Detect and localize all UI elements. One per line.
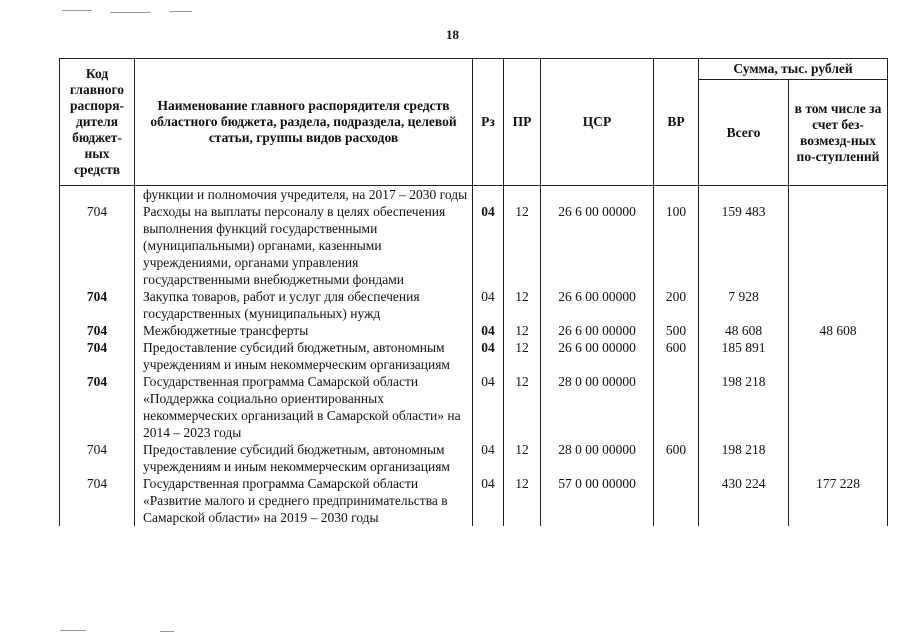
cell-rz: 04 <box>473 339 504 373</box>
table-row <box>60 441 888 475</box>
scan-artifact <box>62 10 92 11</box>
cell-total: 48 608 <box>699 322 789 339</box>
cell-name: Предоставление субсидий бюджетным, автономным учреждениям и иным некоммерческим организациям <box>135 441 473 475</box>
header-csr: ЦСР <box>541 59 654 186</box>
cell-vr: 100 <box>654 203 699 288</box>
cell-grant <box>789 203 888 288</box>
cell-csr: 26 6 00 00000 <box>541 322 654 339</box>
cell-rz: 04 <box>473 475 504 526</box>
cell-pr: 12 <box>504 322 541 339</box>
cell-total: 198 218 <box>699 373 789 441</box>
cell-csr: 26 6 00 00000 <box>541 203 654 288</box>
cell-rz <box>473 186 504 204</box>
table-row <box>60 288 888 322</box>
cell-vr: 600 <box>654 441 699 475</box>
cell-vr: 500 <box>654 322 699 339</box>
cell-grant <box>789 373 888 441</box>
page-number: 18 <box>446 27 459 42</box>
header-amount: Сумма, тыс. рублей <box>699 59 888 80</box>
scan-artifact <box>160 631 174 632</box>
header-code: Код главного распоря-дителя бюджет-ных средств <box>60 59 135 186</box>
cell-vr: 200 <box>654 288 699 322</box>
cell-pr: 12 <box>504 373 541 441</box>
cell-grant <box>789 288 888 322</box>
cell-rz: 04 <box>473 373 504 441</box>
cell-code: 704 <box>60 339 135 373</box>
table-row <box>60 186 888 204</box>
cell-csr: 26 6 00 00000 <box>541 339 654 373</box>
cell-name: функции и полномочия учредителя, на 2017 – 2030 годы <box>135 186 473 204</box>
cell-csr: 26 6 00 00000 <box>541 288 654 322</box>
cell-grant <box>789 441 888 475</box>
scan-artifact <box>110 12 150 13</box>
cell-vr <box>654 373 699 441</box>
cell-code: 704 <box>60 441 135 475</box>
cell-code: 704 <box>60 322 135 339</box>
header-pr: ПР <box>504 59 541 186</box>
table-row <box>60 203 888 288</box>
cell-grant <box>789 186 888 204</box>
cell-total: 159 483 <box>699 203 789 288</box>
scan-artifact <box>170 11 192 12</box>
cell-total <box>699 186 789 204</box>
table-row <box>60 339 888 373</box>
cell-pr: 12 <box>504 288 541 322</box>
cell-code: 704 <box>60 203 135 288</box>
cell-code: 704 <box>60 288 135 322</box>
table-row <box>60 475 888 526</box>
table-row <box>60 322 888 339</box>
cell-pr <box>504 186 541 204</box>
cell-total: 7 928 <box>699 288 789 322</box>
header-name: Наименование главного распорядителя средств областного бюджета, раздела, подраздела, целевой статьи, группы видов расходов <box>135 59 473 186</box>
cell-rz: 04 <box>473 288 504 322</box>
cell-total: 430 224 <box>699 475 789 526</box>
cell-name: Предоставление субсидий бюджетным, автономным учреждениям и иным некоммерческим организациям <box>135 339 473 373</box>
cell-vr <box>654 475 699 526</box>
cell-total: 185 891 <box>699 339 789 373</box>
cell-name: Расходы на выплаты персоналу в целях обеспечения выполнения функций государственными (муниципальными) органами, казенными учреждениями, органами управления государственными внебюджетными фондами <box>135 203 473 288</box>
cell-name: Закупка товаров, работ и услуг для обеспечения государственных (муниципальных) нужд <box>135 288 473 322</box>
cell-pr: 12 <box>504 475 541 526</box>
cell-code: 704 <box>60 373 135 441</box>
cell-csr <box>541 186 654 204</box>
cell-pr: 12 <box>504 203 541 288</box>
cell-pr: 12 <box>504 339 541 373</box>
header-grant: в том числе за счет без-возмезд-ных по-ступлений <box>789 80 888 186</box>
header-rz: Рз <box>473 59 504 186</box>
budget-table <box>59 58 888 526</box>
cell-name: Межбюджетные трансферты <box>135 322 473 339</box>
cell-code <box>60 186 135 204</box>
cell-name: Государственная программа Самарской области «Поддержка социально ориентированных некоммерческих организаций в Самарской области» на 2014 – 2023 годы <box>135 373 473 441</box>
cell-vr <box>654 186 699 204</box>
cell-name: Государственная программа Самарской области «Развитие малого и среднего предпринимательства в Самарской области» на 2019 – 2030 годы <box>135 475 473 526</box>
table-row <box>60 373 888 441</box>
header-vr: ВР <box>654 59 699 186</box>
cell-csr: 57 0 00 00000 <box>541 475 654 526</box>
cell-pr: 12 <box>504 441 541 475</box>
cell-grant <box>789 339 888 373</box>
scan-artifact <box>60 630 86 631</box>
cell-csr: 28 0 00 00000 <box>541 373 654 441</box>
cell-vr: 600 <box>654 339 699 373</box>
header-total: Всего <box>699 80 789 186</box>
cell-rz: 04 <box>473 441 504 475</box>
cell-csr: 28 0 00 00000 <box>541 441 654 475</box>
cell-grant: 48 608 <box>789 322 888 339</box>
cell-rz: 04 <box>473 203 504 288</box>
cell-total: 198 218 <box>699 441 789 475</box>
cell-rz: 04 <box>473 322 504 339</box>
cell-grant: 177 228 <box>789 475 888 526</box>
cell-code: 704 <box>60 475 135 526</box>
